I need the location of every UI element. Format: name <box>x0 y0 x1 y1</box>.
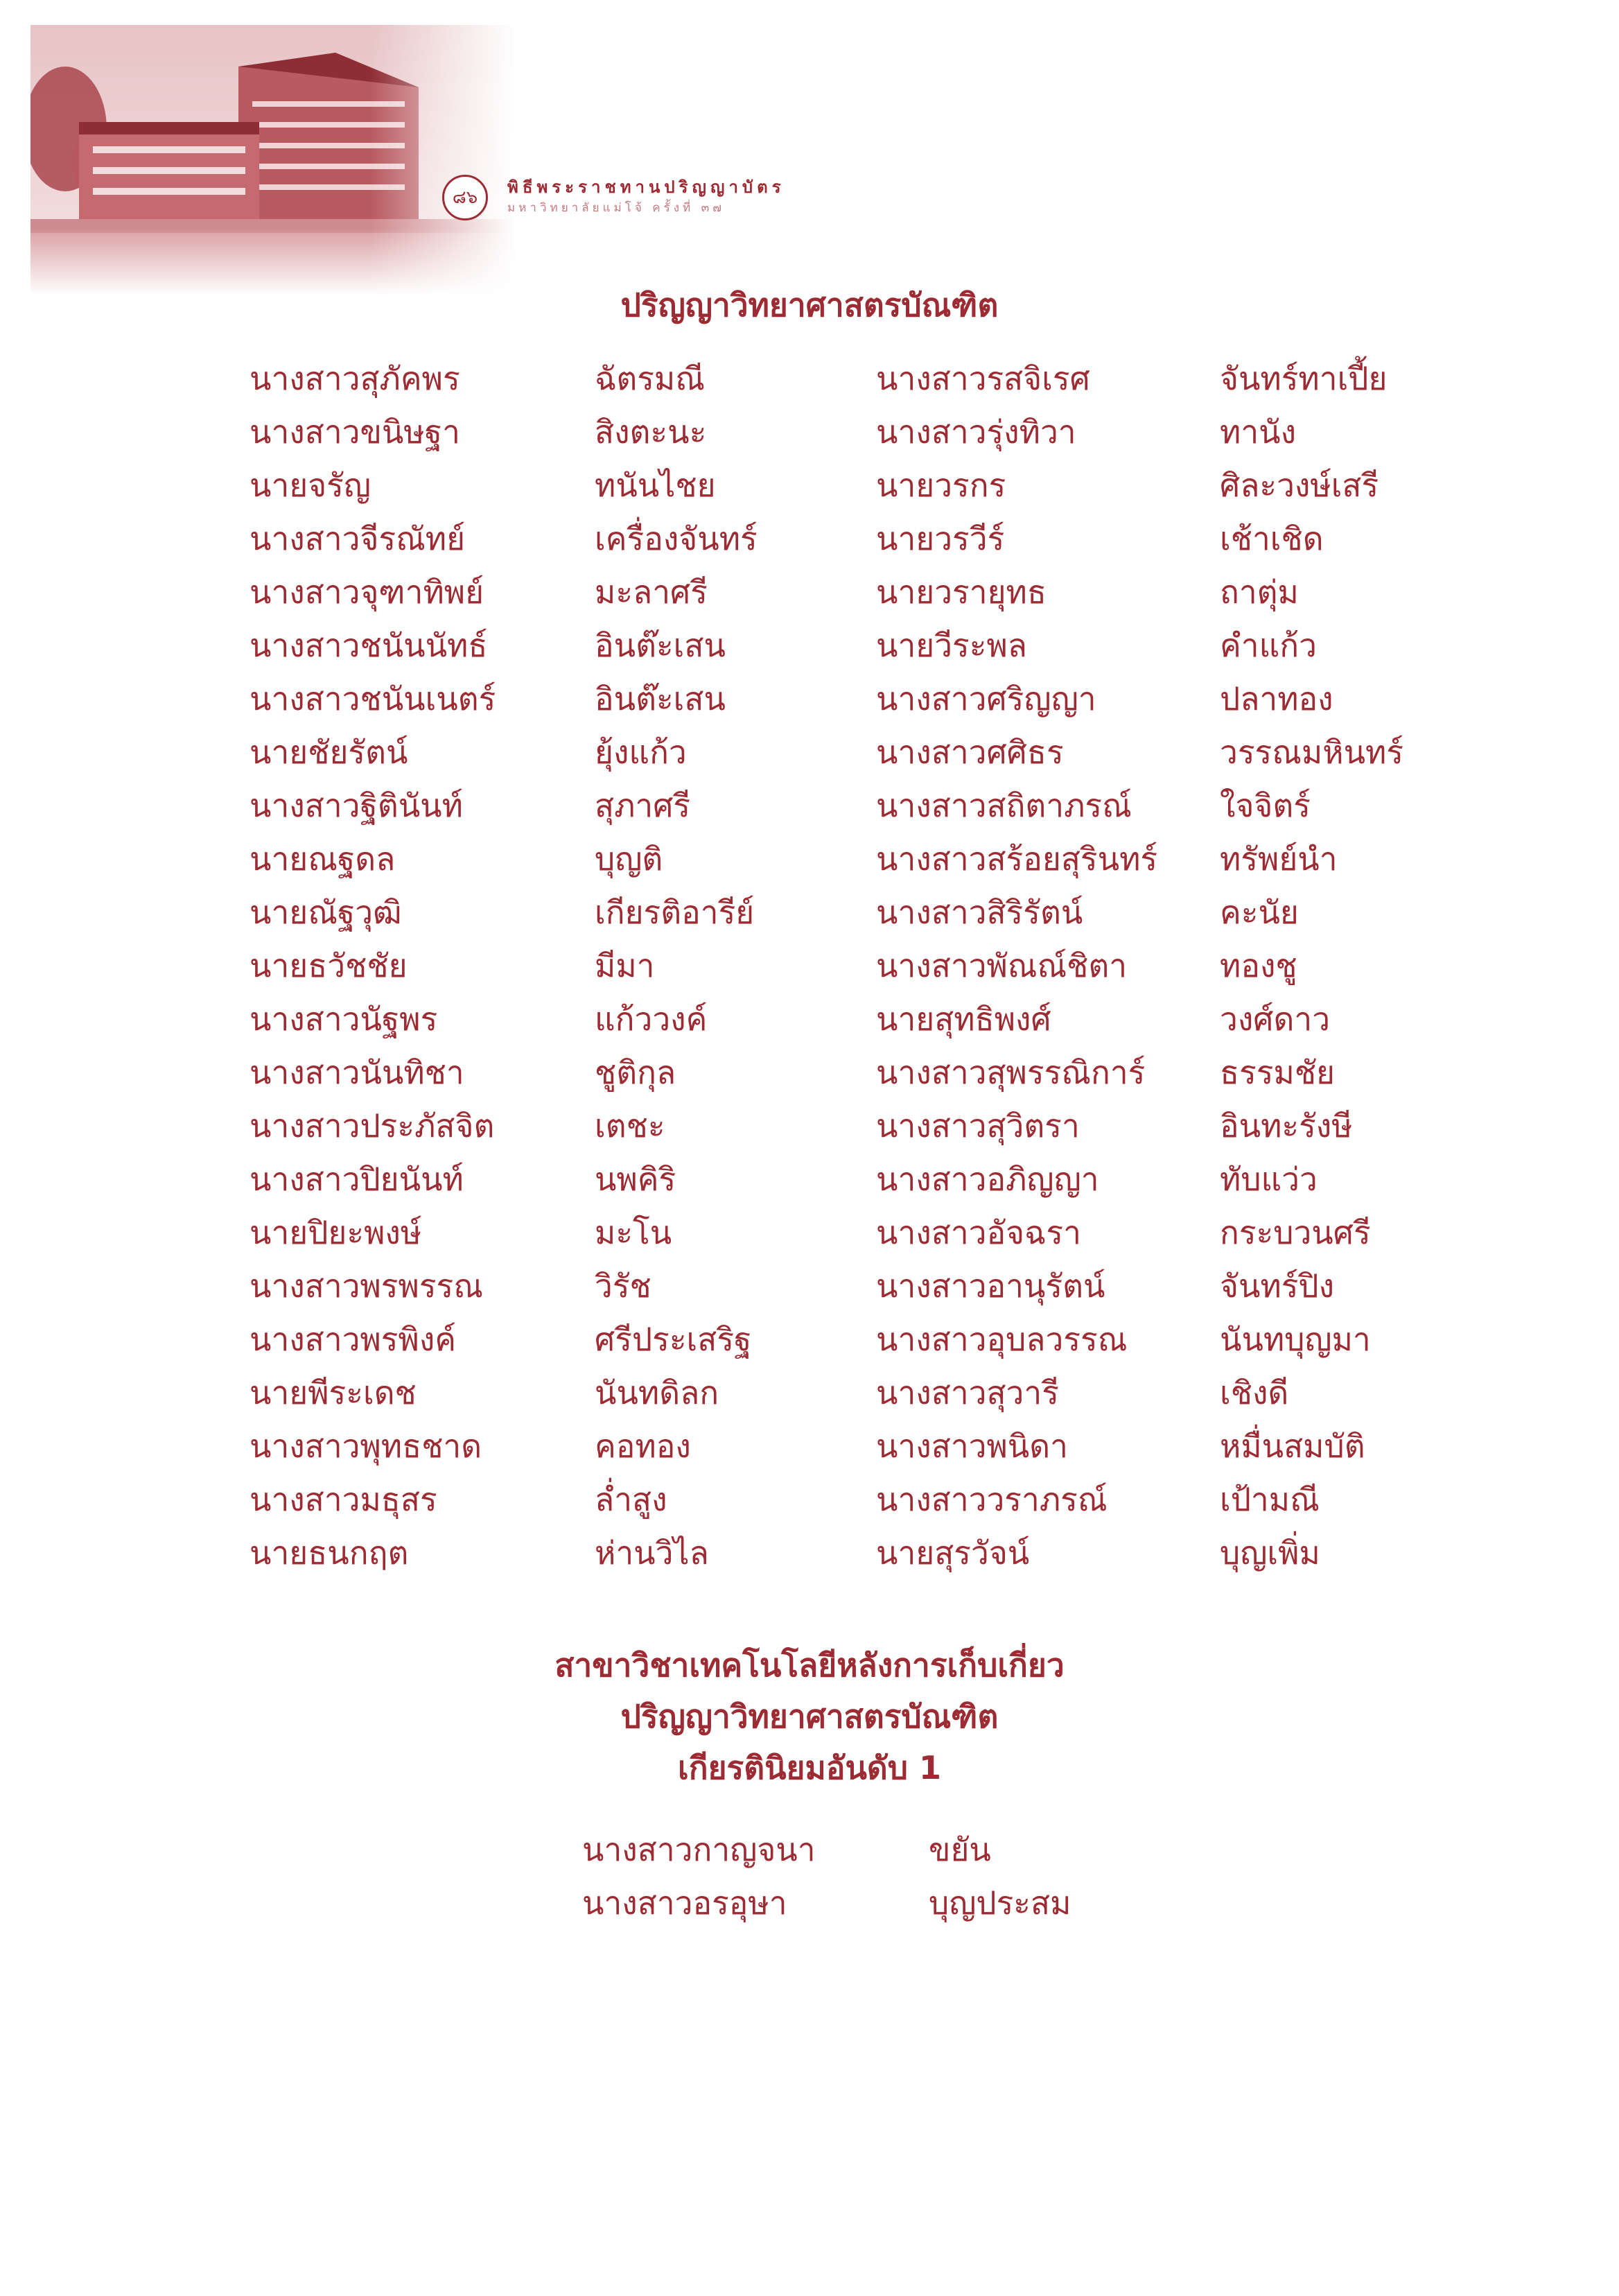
surname-cell: ขยัน <box>929 1831 991 1868</box>
first-name-cell: นางสาวอุบลวรรณ <box>876 1321 1128 1358</box>
table-row <box>250 459 1442 512</box>
first-name-cell: นางสาวสถิตาภรณ์ <box>876 787 1132 824</box>
first-name-cell: นายชัยรัตน์ <box>250 733 408 771</box>
first-name-cell: นางสาวสุพรรณิการ์ <box>876 1054 1146 1091</box>
surname-cell: วงศ์ดาว <box>1220 1000 1331 1038</box>
first-name-cell: นางสาวปิยนันท์ <box>250 1160 464 1198</box>
surname-cell: มะโน <box>595 1214 672 1251</box>
surname-cell: ถาตุ่ม <box>1220 573 1299 611</box>
section1-heading: ปริญญาวิทยาศาสตรบัณฑิต <box>620 286 999 324</box>
table-row <box>250 993 1442 1046</box>
surname-cell: ศิละวงษ์เสรี <box>1220 467 1379 504</box>
surname-cell: ศรีประเสริฐ <box>595 1321 752 1358</box>
first-name-cell: นางสาวศศิธร <box>876 733 1064 771</box>
surname-cell: นันทดิลก <box>595 1374 719 1411</box>
first-name-cell: นางสาวมธุสร <box>250 1481 437 1518</box>
surname-cell: อินต๊ะเสน <box>595 680 726 718</box>
first-name-cell: นางสาวอานุรัตน์ <box>876 1267 1105 1305</box>
major-heading: สาขาวิชาเทคโนโลยีหลังการเก็บเกี่ยว <box>554 1646 1065 1684</box>
table-row <box>250 1260 1442 1313</box>
first-name-cell: นางสาวสิริรัตน์ <box>876 894 1083 931</box>
first-name-cell: นายวีระพล <box>876 627 1027 664</box>
first-name-cell: นางสาวชนันเนตร์ <box>250 680 496 718</box>
table-row <box>250 939 1442 993</box>
first-name-cell: นางสาวอภิญญา <box>876 1160 1099 1198</box>
surname-cell: ทองชู <box>1220 947 1297 984</box>
table-row <box>250 833 1442 886</box>
table-row <box>250 672 1442 726</box>
first-name-cell: นางสาวพรพรรณ <box>250 1267 483 1305</box>
graduate-names-table <box>250 352 1442 1580</box>
first-name-cell: นางสาวจีรณัทย์ <box>250 520 466 557</box>
first-name-cell: นางสาวขนิษฐา <box>250 413 460 451</box>
surname-cell: บุญเพิ่ม <box>1220 1534 1320 1572</box>
ceremony-title: พิธีพระราชทานปริญญาบัตร <box>507 177 785 197</box>
surname-cell: กระบวนศรี <box>1220 1214 1371 1251</box>
first-name-cell: นางสาวสุวิตรา <box>876 1107 1080 1145</box>
surname-cell: เป้ามณี <box>1220 1481 1320 1518</box>
surname-cell: เชิงดี <box>1220 1374 1289 1411</box>
first-name-cell: นางสาวสุวารี <box>876 1374 1059 1411</box>
surname-cell: ปลาทอง <box>1220 680 1333 718</box>
first-name-cell: นางสาวพุทธชาด <box>250 1427 482 1465</box>
first-name-cell: นางสาวฐิตินันท์ <box>250 787 463 824</box>
first-name-cell: นายวรวีร์ <box>876 520 1005 557</box>
table-row <box>250 1099 1442 1153</box>
table-row <box>250 779 1442 833</box>
surname-cell: หมื่นสมบัติ <box>1220 1427 1365 1465</box>
table-row <box>582 1877 1206 1930</box>
surname-cell: ยุ้งแก้ว <box>595 733 687 771</box>
surname-cell: วิรัช <box>595 1267 651 1305</box>
first-name-cell: นายณัฐวุฒิ <box>250 894 402 931</box>
surname-cell: วรรณมหินทร์ <box>1220 733 1404 771</box>
first-name-cell: นางสาวนัฐพร <box>250 1000 438 1038</box>
table-row <box>250 1420 1442 1473</box>
surname-cell: สุภาศรี <box>595 787 691 824</box>
table-row <box>250 619 1442 672</box>
first-name-cell: นางสาวอัจฉรา <box>876 1214 1081 1251</box>
first-name-cell: นางสาวอรอุษา <box>582 1884 787 1922</box>
first-name-cell: นายวรกร <box>876 467 1006 504</box>
first-name-cell: นางสาวนันทิชา <box>250 1054 464 1091</box>
surname-cell: อินทะรังษี <box>1220 1107 1353 1145</box>
table-row <box>250 406 1442 459</box>
first-name-cell: นางสาวพรพิงค์ <box>250 1321 457 1358</box>
surname-cell: ชูติกุล <box>595 1054 676 1091</box>
surname-cell: ทนันไชย <box>595 467 716 504</box>
surname-cell: นันทบุญมา <box>1220 1321 1371 1358</box>
first-name-cell: นางสาวรสจิเรศ <box>876 360 1090 397</box>
surname-cell: จันทร์ทาเปี้ย <box>1220 360 1388 397</box>
table-row <box>250 1313 1442 1366</box>
ceremony-subtitle: มหาวิทยาลัยแม่โจ้ ครั้งที่ ๓๗ <box>507 201 726 215</box>
surname-cell: บุญติ <box>595 840 663 878</box>
surname-cell: เช้าเชิด <box>1220 520 1324 557</box>
first-name-cell: นายวรายุทธ <box>876 573 1047 611</box>
table-row <box>250 1206 1442 1260</box>
first-name-cell: นางสาวประภัสจิต <box>250 1107 495 1145</box>
surname-cell: ธรรมชัย <box>1220 1054 1335 1091</box>
surname-cell: คอทอง <box>595 1427 691 1465</box>
table-row <box>250 512 1442 566</box>
surname-cell: เกียรติอารีย์ <box>595 894 755 931</box>
surname-cell: ฉัตรมณี <box>595 360 705 397</box>
first-name-cell: นายปิยะพงษ์ <box>250 1214 422 1251</box>
table-row <box>250 726 1442 779</box>
surname-cell: คะนัย <box>1220 894 1299 931</box>
first-name-cell: นายธนกฤต <box>250 1534 409 1572</box>
surname-cell: มะลาศรี <box>595 573 708 611</box>
page-number: ๘๖ <box>442 175 488 220</box>
surname-cell: ใจจิตร์ <box>1220 787 1311 824</box>
first-name-cell: นางสาวพนิดา <box>876 1427 1068 1465</box>
first-name-cell: นางสาวจุฑาทิพย์ <box>250 573 484 611</box>
first-name-cell: นางสาวชนันนัทธ์ <box>250 627 488 664</box>
surname-cell: ทับแว่ว <box>1220 1160 1318 1198</box>
first-name-cell: นายสุทธิพงศ์ <box>876 1000 1051 1038</box>
table-row <box>250 1473 1442 1527</box>
surname-cell: อินต๊ะเสน <box>595 627 726 664</box>
surname-cell: คำแก้ว <box>1220 627 1317 664</box>
campus-building-photo <box>30 25 516 295</box>
table-row <box>250 1366 1442 1420</box>
first-name-cell: นางสาวศริญญา <box>876 680 1096 718</box>
surname-cell: ล่ำสูง <box>595 1481 667 1518</box>
first-name-cell: นางสาววราภรณ์ <box>876 1481 1108 1518</box>
surname-cell: ทานัง <box>1220 413 1297 451</box>
surname-cell: จันทร์ปิง <box>1220 1267 1335 1305</box>
first-name-cell: นางสาวรุ่งทิวา <box>876 413 1076 451</box>
first-name-cell: นายจรัญ <box>250 467 371 504</box>
honors-heading: เกียรตินิยมอันดับ 1 <box>678 1749 941 1786</box>
table-row <box>250 886 1442 939</box>
first-name-cell: นางสาวสุภัคพร <box>250 360 460 397</box>
table-row <box>582 1823 1206 1877</box>
first-name-cell: นายพีระเดช <box>250 1374 417 1411</box>
first-name-cell: นางสาวกาญจนา <box>582 1831 816 1868</box>
header-banner <box>30 25 785 295</box>
table-row <box>250 1046 1442 1099</box>
surname-cell: มีมา <box>595 947 655 984</box>
first-name-cell: นายสุรวัจน์ <box>876 1534 1030 1572</box>
first-name-cell: นายธวัชชัย <box>250 947 408 984</box>
surname-cell: สิงตะนะ <box>595 413 707 451</box>
table-row <box>250 1153 1442 1206</box>
surname-cell: ห่านวิไล <box>595 1534 709 1572</box>
table-row <box>250 352 1442 406</box>
surname-cell: บุญประสม <box>929 1884 1071 1922</box>
surname-cell: เครื่องจันทร์ <box>595 520 758 557</box>
first-name-cell: นางสาวสร้อยสุรินทร์ <box>876 840 1158 878</box>
first-name-cell: นางสาวพัณณ์ชิตา <box>876 947 1128 984</box>
table-row <box>250 1527 1442 1580</box>
surname-cell: แก้ววงค์ <box>595 1000 708 1038</box>
surname-cell: นพคิริ <box>595 1160 676 1198</box>
degree-heading: ปริญญาวิทยาศาสตรบัณฑิต <box>620 1698 999 1735</box>
surname-cell: ทรัพย์นำ <box>1220 840 1338 878</box>
first-name-cell: นายณฐดล <box>250 840 396 878</box>
honors-names-table <box>582 1823 1206 1930</box>
surname-cell: เตชะ <box>595 1107 665 1145</box>
table-row <box>250 566 1442 619</box>
